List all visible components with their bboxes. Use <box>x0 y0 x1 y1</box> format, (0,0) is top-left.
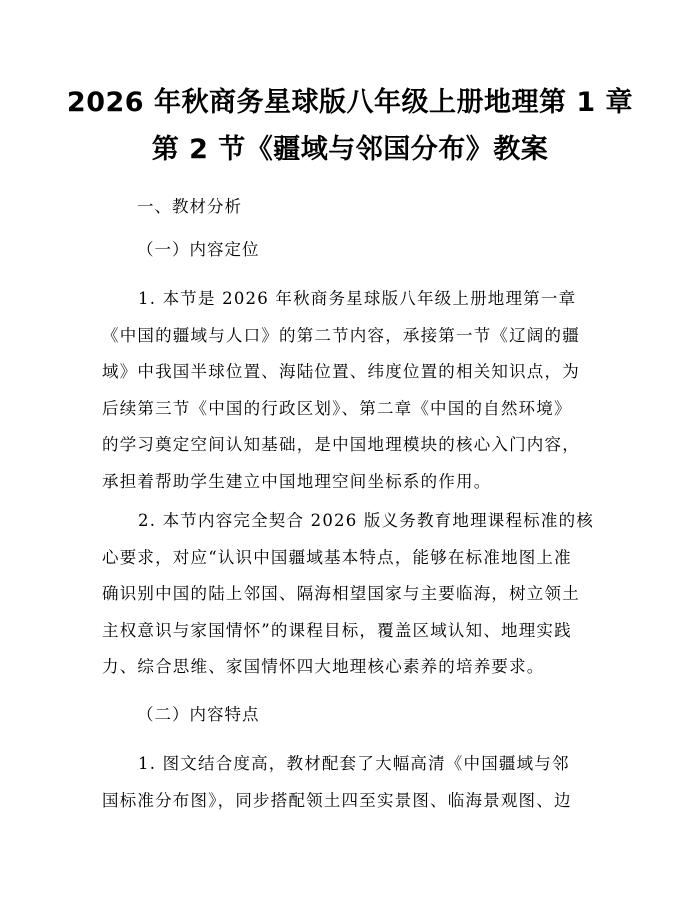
paragraph-1-line: 《中国的疆域与人口》的第二节内容，承接第一节《辽阔的疆 <box>102 325 580 345</box>
paragraph-1 <box>102 281 607 500</box>
paragraph-2-line: 心要求，对应“认识中国疆域基本特点，能够在标准地图上准 <box>102 547 572 567</box>
section-heading-textbook-analysis: 一、教材分析 <box>137 197 242 216</box>
paragraph-2 <box>102 503 607 686</box>
paragraph-2-line: 主权意识与家国情怀”的课程目标，覆盖区域认知、地理实践 <box>102 620 572 640</box>
paragraph-2-line: 2. 本节内容完全契合 2026 版义务教育地理课程标准的核 <box>138 511 594 530</box>
paragraph-2-line: 力、综合思维、家国情怀四大地理核心素养的培养要求。 <box>102 657 545 676</box>
subsection-heading-content-features: （二）内容特点 <box>137 705 260 724</box>
paragraph-3-line: 国标准分布图》，同步搭配领土四至实景图、临海景观图、边 <box>102 790 572 810</box>
paragraph-1-line: 的学习奠定空间认知基础，是中国地理模块的核心入门内容， <box>102 435 580 454</box>
paragraph-1-line: 后续第三节《中国的行政区划》、第二章《中国的自然环境》 <box>102 398 572 418</box>
paragraph-3-line: 1. 图文结合度高，教材配套了大幅高清《中国疆域与邻 <box>138 754 570 773</box>
paragraph-1-line: 1. 本节是 2026 年秋商务星球版八年级上册地理第一章 <box>138 289 577 308</box>
paragraph-3 <box>102 746 607 819</box>
document-title-line-2: 第 2 节《疆域与邻国分布》教案 <box>151 134 549 165</box>
paragraph-1-line: 承担着帮助学生建立中国地理空间坐标系的作用。 <box>102 471 492 491</box>
paragraph-2-line: 确识别中国的陆上邻国、隔海相望国家与主要临海，树立领土 <box>102 584 580 603</box>
paragraph-1-line: 域》中我国半球位置、海陆位置、纬度位置的相关知识点，为 <box>102 362 580 381</box>
document-title-line-1: 2026 年秋商务星球版八年级上册地理第 1 章 <box>66 87 634 118</box>
subsection-heading-content-positioning: （一）内容定位 <box>137 240 260 259</box>
